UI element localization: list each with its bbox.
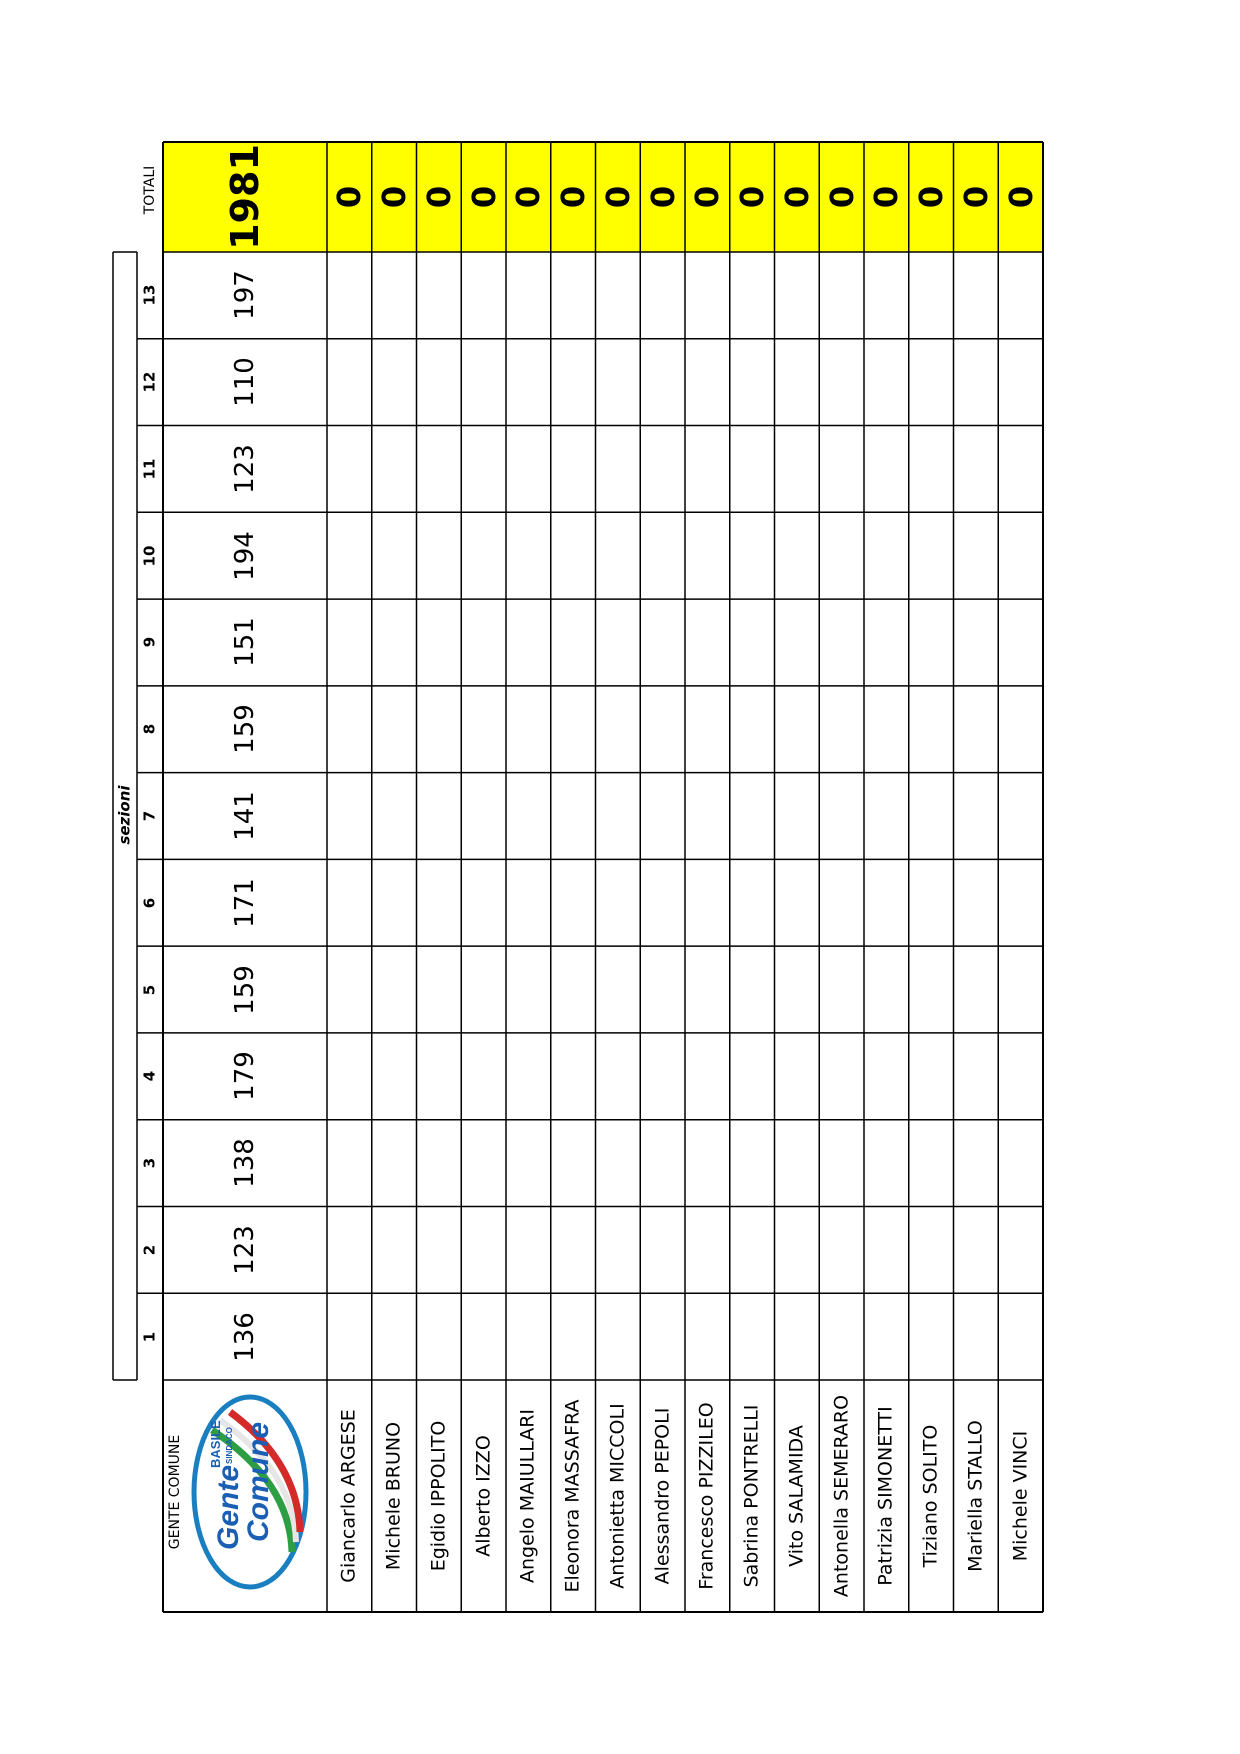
section-number: 2 xyxy=(140,1244,159,1256)
candidate-name: Antonietta MICCOLI xyxy=(606,1403,629,1589)
candidate-total: 0 xyxy=(464,185,503,209)
candidate-name: Angelo MAIULLARI xyxy=(516,1408,539,1584)
candidate-name: Egidio IPPOLITO xyxy=(427,1420,450,1572)
section-number: 8 xyxy=(140,724,159,735)
list-vote-value: 159 xyxy=(230,964,260,1015)
candidate-total: 0 xyxy=(733,185,772,209)
candidate-name: Vito SALAMIDA xyxy=(785,1425,808,1567)
section-number: 9 xyxy=(140,637,159,648)
candidate-total: 0 xyxy=(509,185,548,209)
section-number: 3 xyxy=(140,1157,159,1169)
list-vote-value: 110 xyxy=(230,357,260,407)
section-number: 12 xyxy=(140,371,159,393)
list-vote-value: 151 xyxy=(230,617,260,668)
sezioni-label: sezioni xyxy=(115,785,134,845)
logo-badge-line1: BASILE xyxy=(208,1420,223,1468)
candidate-name: Alberto IZZO xyxy=(472,1435,495,1557)
candidate-name: Giancarlo ARGESE xyxy=(337,1409,360,1583)
candidate-total: 0 xyxy=(867,185,906,209)
section-number: 4 xyxy=(140,1071,159,1082)
list-vote-value: 123 xyxy=(230,1225,260,1275)
candidate-name: Tiziano SOLITO xyxy=(919,1424,942,1568)
candidate-total: 0 xyxy=(330,185,369,209)
logo-text-line2: Comune xyxy=(242,1422,275,1542)
candidate-name: Antonella SEMERARO xyxy=(830,1394,853,1598)
list-vote-value: 179 xyxy=(230,1051,260,1102)
candidate-total: 0 xyxy=(688,185,727,209)
section-number: 6 xyxy=(140,897,159,908)
list-vote-value: 141 xyxy=(230,791,260,841)
list-vote-value: 136 xyxy=(230,1311,260,1362)
candidate-name: Alessandro PEPOLI xyxy=(651,1407,674,1585)
candidate-name: Eleonora MASSAFRA xyxy=(561,1399,584,1593)
list-total: 1981 xyxy=(223,144,267,250)
list-vote-value: 171 xyxy=(230,877,260,928)
candidate-name: Francesco PIZZILEO xyxy=(695,1402,718,1590)
candidate-total: 0 xyxy=(777,185,816,209)
section-number: 7 xyxy=(140,810,159,822)
candidate-total: 0 xyxy=(956,185,995,209)
candidate-total: 0 xyxy=(822,185,861,209)
logo-text-line1: Gente xyxy=(212,1464,245,1550)
candidate-name: Sabrina PONTRELLI xyxy=(740,1404,763,1588)
section-number: 11 xyxy=(140,458,159,480)
list-vote-value: 159 xyxy=(230,704,260,755)
section-number: 13 xyxy=(140,284,159,306)
list-vote-value: 197 xyxy=(230,270,260,321)
section-number: 10 xyxy=(140,545,159,567)
totali-label: TOTALI xyxy=(142,165,158,215)
list-vote-value: 194 xyxy=(230,530,260,581)
candidate-name: Michele BRUNO xyxy=(382,1421,405,1571)
candidate-name: Mariella STALLO xyxy=(964,1420,987,1572)
section-number: 5 xyxy=(140,984,159,995)
candidate-total: 0 xyxy=(1001,185,1040,209)
list-vote-value: 123 xyxy=(230,444,260,494)
section-number: 1 xyxy=(140,1331,159,1342)
candidate-total: 0 xyxy=(643,185,682,209)
candidate-total: 0 xyxy=(598,185,637,209)
candidate-total: 0 xyxy=(375,185,414,209)
candidate-name: Michele VINCI xyxy=(1009,1430,1032,1562)
candidate-total: 0 xyxy=(419,185,458,209)
candidate-total: 0 xyxy=(912,185,951,209)
party-label: GENTE COMUNE xyxy=(167,1434,183,1550)
candidate-total: 0 xyxy=(554,185,593,209)
candidate-name: Patrizia SIMONETTI xyxy=(874,1406,897,1586)
logo-badge-line2: SINDACO xyxy=(225,1427,234,1464)
list-vote-value: 138 xyxy=(230,1138,260,1188)
